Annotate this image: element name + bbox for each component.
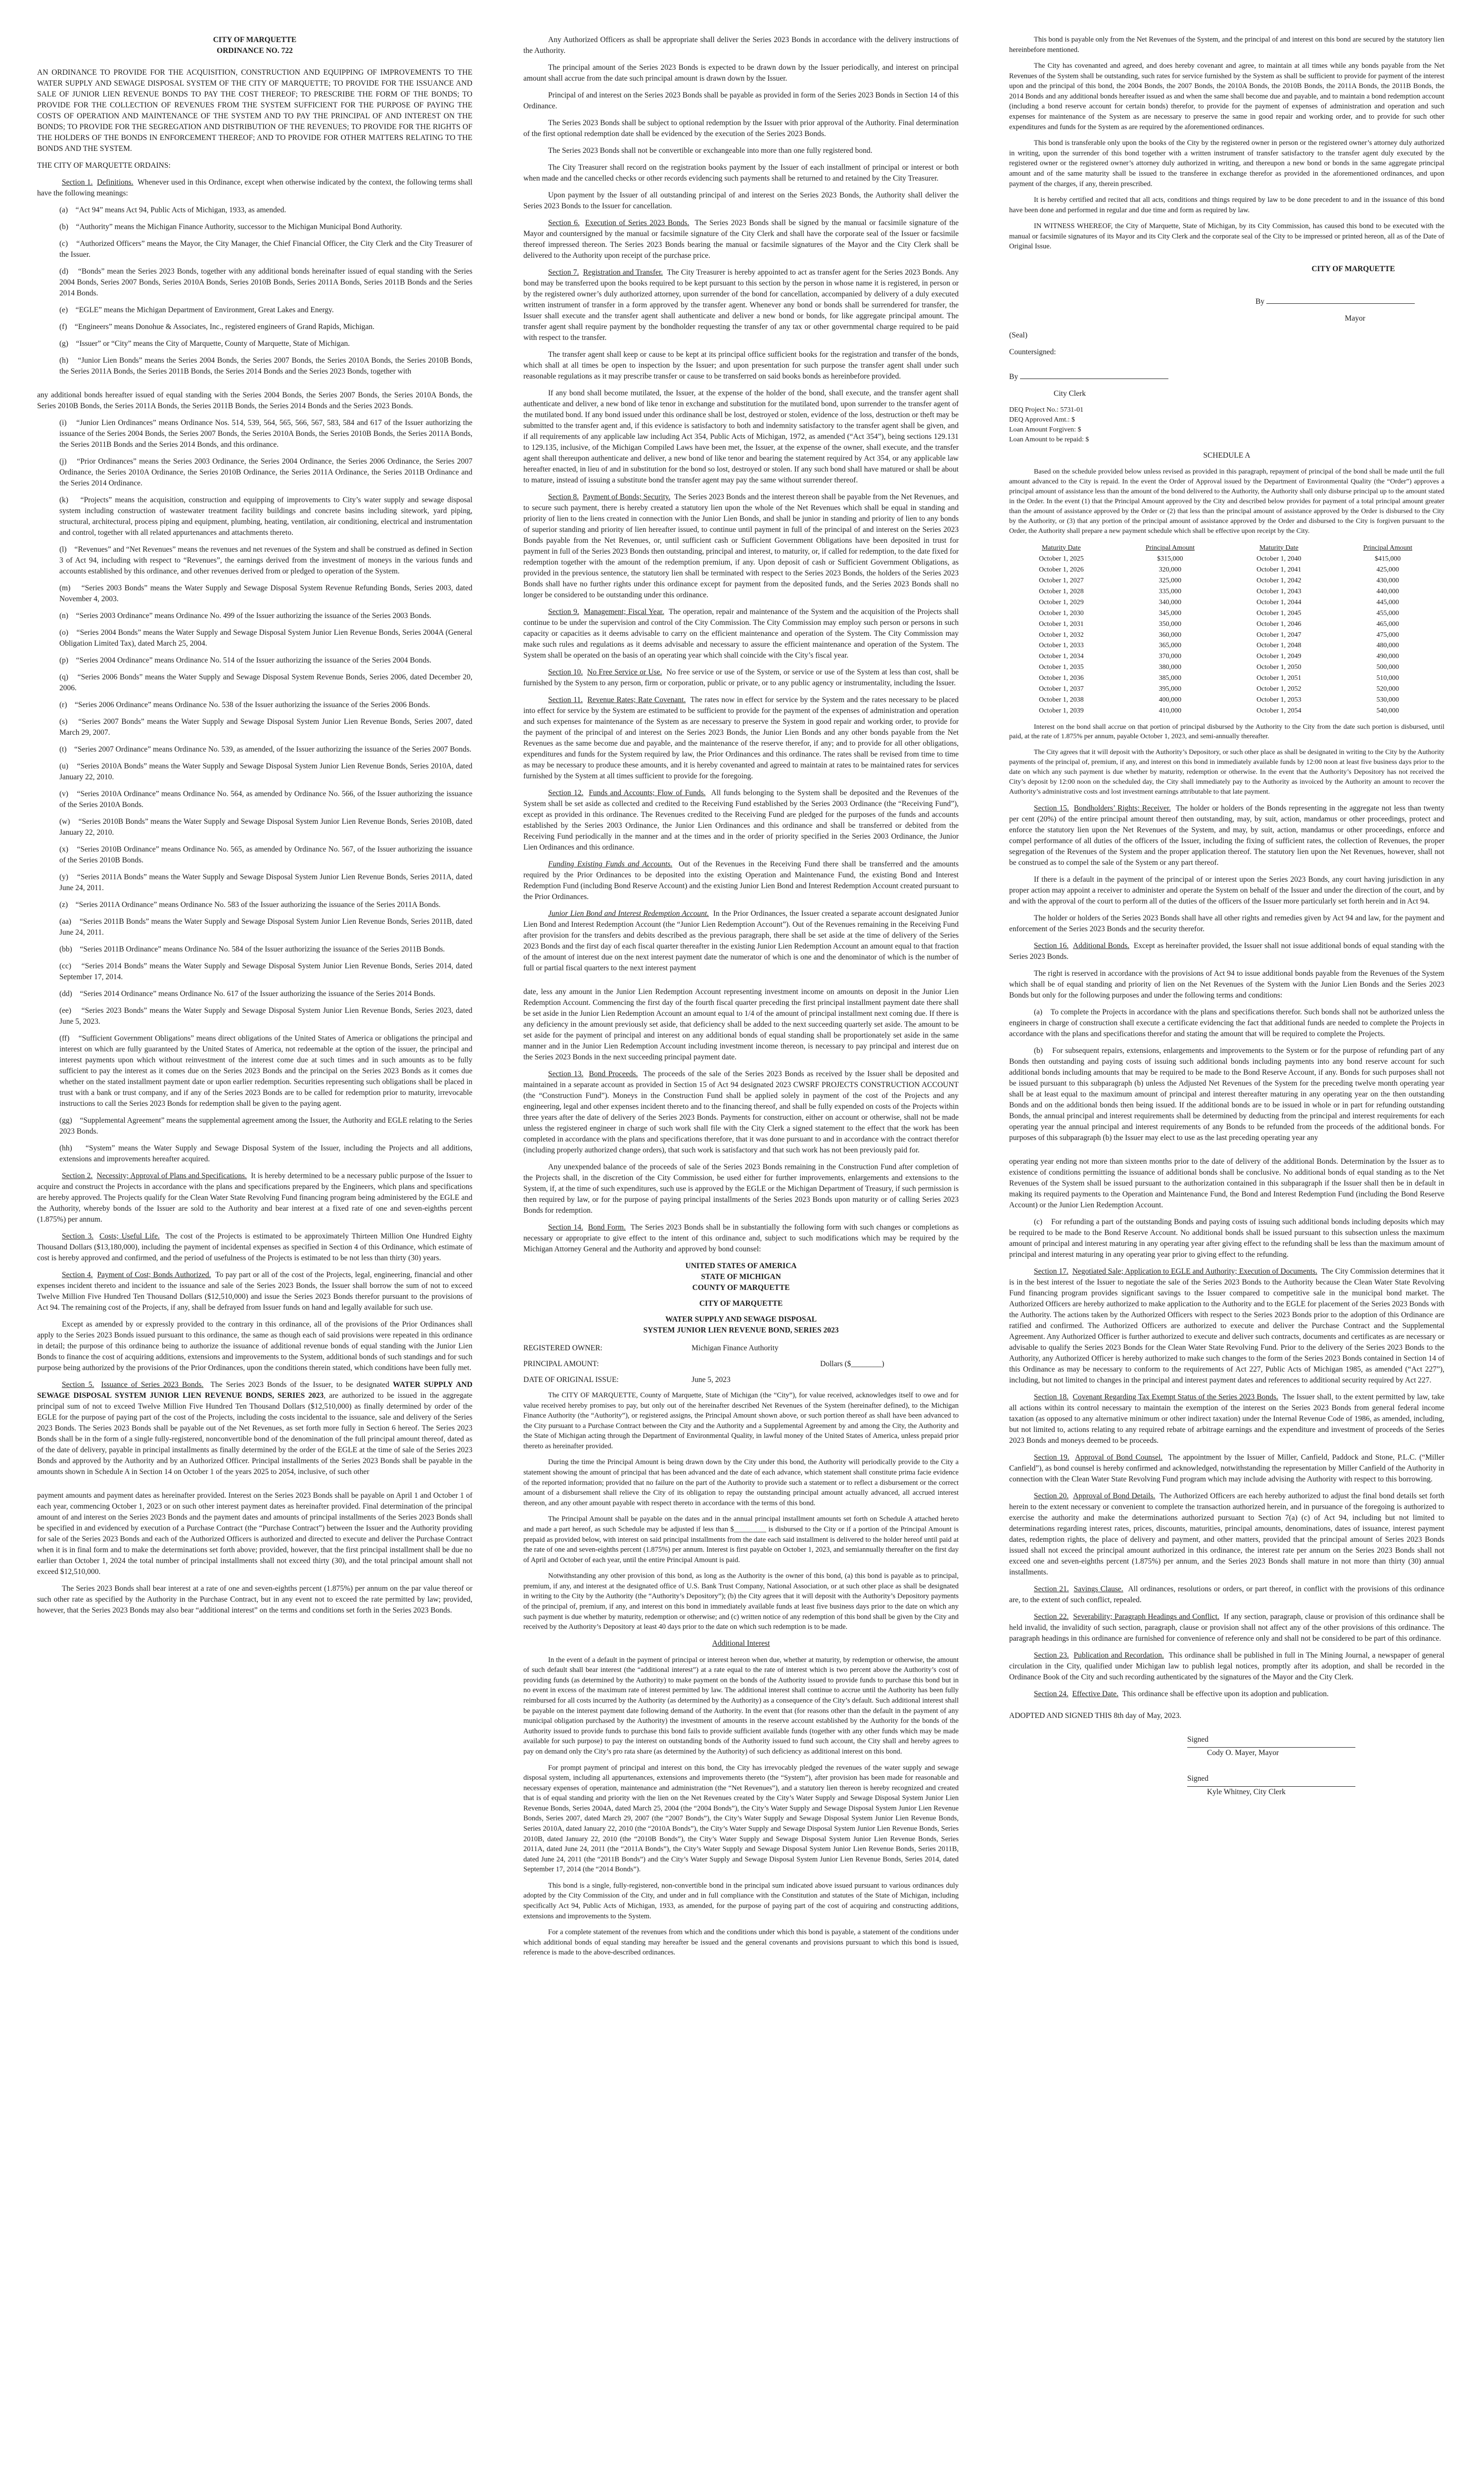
maturity-date-cell: October 1, 2026 xyxy=(1039,566,1084,574)
principal-amount-cell: 455,000 xyxy=(1376,609,1399,617)
definition: (m) “Series 2003 Bonds” means the Water Supply and Sewage Disposal System Revenue Refunding Bonds, Series 2003, dated November 4, 2003. xyxy=(59,584,472,603)
section-1: Section 1. Definitions. Whenever used in this Ordinance, except when otherwise indicated by the context, the following terms shall have the following meanings: xyxy=(37,178,473,197)
definition: (b) “Authority” means the Michigan Finance Authority, successor to the Michigan Municipal Bond Authority. xyxy=(59,223,402,231)
section-10: Section 10. No Free Service or Use. No free service or use of the System, or service or use of the System at less than cost, shall be furnished by the System to any person, firm or corporation, public or private, or to any public agency or instrumentality, including the Issuer. xyxy=(523,668,959,687)
principal-amount-cell: 370,000 xyxy=(1159,653,1182,661)
section-5-continued: payment amounts and payment dates as hereinafter provided. Interest on the Series 2023 Bonds shall be payable on April 1 and October 1 of each year, commencing October 1, 2023 or on such other interest payment dates as hereinafter provided. Final determination of the principal amount of and interest on the Series 2023 Bonds and the payment dates and amounts of principal installments of the Series 2023 Bonds shall be specified in and evidenced by execution of a Purchase Contract (the “Purchase Contract”) between the Issuer and the Authority providing for sale of the Series 2023 Bonds and each of the Authorized Officers is authorized and directed to execute and deliver the Purchase Contract when it is in final form and to make the determinations set forth above; provided, however, that the first principal installment shall be due no earlier than October 1, 2024 the total number of principal installments shall not exceed thirty (30), and the total principal amount shall not exceed $12,510,000. xyxy=(37,1491,472,1576)
maturity-date-cell: October 1, 2027 xyxy=(1039,577,1084,585)
section-11: Section 11. Revenue Rates; Rate Covenant. The rates now in effect for service by the System and the rates necessary to be placed into effect for service by the System are estimated to be sufficient to provide for the payment of the expenses of administration and operation and such expenses for maintenance of the System as are necessary to preserve the System in good repair and working order, to provide for the payment of the principal of and interest on the Series 2023 Bonds, the Junior Lien Bonds and any other bonds payable from the Net Revenues as the same become due and payable, and the maintenance of the reserve therefor, if any; and to provide for all other obligations, expenditures and funds for the System required by law, the Prior Ordinances and this ordinance. The rates shall be revised from time to time as may be necessary to produce these amounts, and it is hereby covenanted and agreed to maintain at rates to be maintained rates for services furnished by the System at all times sufficient to provide for the foregoing. xyxy=(523,696,959,780)
section-9: Section 9. Management; Fiscal Year. The operation, repair and maintenance of the System and the acquisition of the Projects shall continue to be under the supervision and control of the City Commission. The City Commission may employ such person or persons in such capacity or capacities as it deems advisable to carry on the efficient maintenance and operation of the System. The City Commission may make such rules and regulations as it deems advisable and necessary to assure the efficient maintenance and operation of the System. The System shall be operated on the basis of an operating year which shall coincide with the City’s fiscal year. xyxy=(523,608,959,660)
table-header-row: Maturity Date Principal Amount Maturity Date Principal Amount xyxy=(1041,544,1412,552)
principal-amount-cell: 325,000 xyxy=(1159,577,1182,585)
maturity-date-cell: October 1, 2042 xyxy=(1256,577,1301,585)
bond-paragraph: The CITY OF MARQUETTE, County of Marquette, State of Michigan (the “City”), for value received, acknowledges itself to owe and for value received hereby promises to pay, but only out of the hereinafter described Net Revenues of the System (hereinafter defined), to the Michigan Finance Authority (the “Authority”), or registered assigns, the Principal Amount shown above, or such portion thereof as shall have been advanced to the City pursuant to a Purchase Contract between the City and the Authority and a Supplemental Agreement by and among the City, the Authority and the State of Michigan acting through the Department of Environmental Quality, in lawful money of the United States of America, unless prepaid prior thereto as hereinafter provided. xyxy=(523,1391,959,1450)
principal-amount-cell: 410,000 xyxy=(1159,707,1182,714)
column-2 xyxy=(523,35,959,1964)
maturity-date-cell: October 1, 2029 xyxy=(1039,598,1084,606)
section-16-clause-a: (a) To complete the Projects in accordance with the plans and specifications therefor. Such bonds shall not be authorized unless the engineers in charge of construction shall execute a certificate evidencing the fact that additional funds are needed to complete the Projects in accordance with the plans and specifications therefor and stating the amount that will be required to complete the Projects. xyxy=(1009,1007,1444,1038)
schedule-intro: Based on the schedule provided below unless revised as provided in this paragraph, repayment of principal of the bond shall be made until the full amount advanced to the City is repaid. In the event the Order of Approval issued by the Department of Environmental Quality (the “Order”) approves a principal amount of assistance less than the amount of the bond delivered to the Authority, the Authority shall only disburse principal up to the amount stated in the Order. In the event (1) that the Principal Amount approved by the City and described below provides for payment of a total principal amount greater than the amount of assistance approved by the Order or (2) that less than the principal amount of assistance approved by the Order is disbursed to the City by the Authority, or (3) that any portion of the principal amount of assistance approved by the Order and disbursed to the City is forgiven pursuant to the Order, the Authority shall prepare a new payment schedule which shall be effective upon receipt by the City. xyxy=(1009,468,1444,535)
schedule-paragraph: The City agrees that it will deposit with the Authority’s Depository, or such other place as shall be designated in writing to the City by the Authority payments of the principal of, premium, if any, and interest on this bond in immediately available funds by 12:00 noon at least five business days prior to the date on which any such payment is due whether by maturity, redemption or otherwise. In the event that the Authority’s Depository has not received the City’s deposit by 12:00 noon on the scheduled day, the City shall immediately pay to the Authority as invoiced by the Authority an amount to recover the Authority’s administrative costs and lost investment earnings attributable to that late payment. xyxy=(1009,749,1444,796)
definition: (x) “Series 2010B Ordinance” means Ordinance No. 565, as amended by Ordinance No. 567, of the Issuer authorizing the issuance of the Series 2010B Bonds. xyxy=(59,845,472,864)
principal-amount-cell: 500,000 xyxy=(1376,664,1399,671)
section-13-paragraph: Any unexpended balance of the proceeds of sale of the Series 2023 Bonds remaining in the Construction Fund after completion of the Projects shall, in the discretion of the City Commission, be used either for further improvements, enlargements and extensions to the System, if, at the time of such expenditures, such use is approved by the EGLE or the Michigan Department of Treasury, if such permission is then required by law, or for the purpose of paying principal installments of the Series 2023 Bonds upon maturity or of calling Series 2023 Bonds for redemption. xyxy=(523,1163,959,1215)
ordinance-number: ORDINANCE NO. 722 xyxy=(217,47,293,55)
principal-amount-cell: 340,000 xyxy=(1159,598,1182,606)
section-4: Section 4. Payment of Cost; Bonds Authorized. To pay part or all of the cost of the Projects, legal, engineering, financial and other expenses incident thereto and incident to the issuance and sale of the Series 2023 Bonds, the Issuer shall borrow the sum of not to exceed Twelve Million Five Hundred Ten Thousand Dollars ($12,510,000) and issue the Series 2023 Bonds therefor pursuant to the provisions of Act 94. The remaining cost of the Projects, if any, shall be defrayed from Issuer funds on hand and legally available for such use. xyxy=(37,1271,472,1312)
section-12-continued: date, less any amount in the Junior Lien Redemption Account representing investment income on amounts on deposit in the Junior Lien Redemption Account. Commencing the first day of the fourth fiscal quarter preceding the first principal installment payment date there shall be set aside in the Junior Lien Redemption Account an amount equal to 1/4 of the amount of principal installment next coming due. If there is any deficiency in the amount previously set aside, that deficiency shall be added to the next succeeding quarterly set aside. The amount to be set aside for the payment of principal and interest on any additional bonds of equal standing shall be proportionately set aside in the same manner and in the Junior Lien Redemption Account including investment income thereon, is necessary to pay principal and interest due on the Series 2023 Bonds in the next succeeding principal payment date. xyxy=(523,988,959,1061)
principal-amount-cell: 445,000 xyxy=(1376,598,1399,606)
bond-paragraph: The City has covenanted and agreed, and does hereby covenant and agree, to maintain at all times while any bonds payable from the Net Revenues of the System shall be outstanding, such rates for service furnished by the System as shall be sufficient to provide for payment of the interest upon and the principal of this bond, the 2004 Bonds, the 2007 Bonds, the 2010A Bonds, the 2010B Bonds, the 2011A Bonds, the 2011B Bonds, the 2014 Bonds and any additional bonds hereafter issued as and when the same shall become due and payable, and to maintain a bond redemption account (including a bond reserve account for certain bonds) therefor, to provide for the payment of expenses of administration and operation and such expenses for maintenance of the System as are necessary to preserve the same in good repair and working order, and to provide for such other expenditures and funds for the System as are required by the aforementioned ordinances. xyxy=(1009,62,1444,131)
section-22: Section 22. Severability; Paragraph Headings and Conflict. If any section, paragraph, clause or provision of this ordinance shall be held invalid, the invalidity of such section, paragraph, clause or provision shall not affect any of the other provisions of this ordinance. The paragraph headings in this ordinance are furnished for convenience of reference only and shall not be considered to be part of this ordinance. xyxy=(1009,1612,1444,1643)
bond-paragraph: In the event of a default in the payment of principal or interest hereon when due, whether at maturity, by redemption or otherwise, the amount of such default shall bear interest (the “additional interest”) at a rate equal to the rate of interest which is two percent above the Authority’s cost of providing funds (as determined by the Authority) to make payment on the bonds of the Authority issued to provide funds to purchase this bond but in no event in excess of the maximum rate of interest permitted by law. The additional interest shall continue to accrue until the Authority has been fully reimbursed for all costs incurred by the Authority (as determined by the Authority) as a consequence of the City’s default. Such additional interest shall be payable on the interest payment date following demand of the Authority. In the event that (for reasons other than the default in the payment of any municipal obligation purchased by the Authority) the investment of amounts in the reserve account established by the Authority for the bonds of the Authority issued to provide funds to purchase this bond fails to provide sufficient available funds (together with any other funds which may be made available for such purpose) to pay the interest on outstanding bonds of the Authority issued to fund such account, the City shall and hereby agrees to pay on demand only the City’s pro rata share (as determined by the Authority) of such deficiency as additional interest on this bond. xyxy=(523,1656,959,1756)
principal-amount-cell: 540,000 xyxy=(1376,707,1399,714)
section-3: Section 3. Costs; Useful Life. The cost of the Projects is estimated to be approximately Thirteen Million One Hundred Eighty Thousand Dollars ($13,180,000), including the payment of incidental expenses as specified in Section 4 of this Ordinance, which estimate of cost is hereby approved and confirmed, and the period of usefulness of the Projects is estimated to be not less than thirty (30) years. xyxy=(37,1232,472,1262)
definition: (h) “Junior Lien Bonds” means the Series 2004 Bonds, the Series 2007 Bonds, the Series 2010A Bonds, the Series 2010B Bonds, the Series 2011A Bonds, the Series 2011B Bonds, the Series 2014 Bonds and the Series 2023 Bonds, together with xyxy=(59,356,472,376)
maturity-date-cell: October 1, 2041 xyxy=(1256,566,1301,574)
table-row xyxy=(1009,662,1444,673)
definition: (a) “Act 94” means Act 94, Public Acts of Michigan, 1933, as amended. xyxy=(59,206,286,214)
maturity-date-cell: October 1, 2034 xyxy=(1039,653,1084,661)
ordinance-preamble: AN ORDINANCE TO PROVIDE FOR THE ACQUISITION, CONSTRUCTION AND EQUIPPING OF IMPROVEMENTS TO THE WATER SUPPLY AND SEWAGE DISPOSAL SYSTEM OF THE CITY OF MARQUETTE; TO PROVIDE FOR THE ISSUANCE AND SALE OF JUNIOR LIEN REVENUE BONDS TO PAY THE COST THEREOF; TO PRESCRIBE THE FORM OF THE BONDS; TO PROVIDE FOR THE COLLECTION OF REVENUES FROM THE SYSTEM SUFFICIENT FOR THE PURPOSE OF PAYING THE COSTS OF OPERATION AND MAINTENANCE OF THE SYSTEM AND TO PAY THE PRINCIPAL OF AND INTEREST ON THE BONDS; TO PROVIDE FOR THE SEGREGATION AND DISTRIBUTION OF THE REVENUES; TO PROVIDE FOR THE RIGHTS OF THE HOLDERS OF THE BONDS IN ENFORCEMENT THEREOF; AND TO PROVIDE FOR OTHER MATTERS RELATING TO THE BONDS AND THE SYSTEM. xyxy=(37,68,472,153)
table-row xyxy=(1009,684,1444,695)
definition: (l) “Revenues” and “Net Revenues” means the revenues and net revenues of the System and shall be construed as defined in Section 3 of Act 94, including with respect to “Revenues”, the earnings derived from the investment of moneys in the various funds and accounts established by this ordinance, and other revenues derived from or pledged to operation of the System. xyxy=(59,545,472,575)
maturity-date-cell: October 1, 2054 xyxy=(1256,707,1301,714)
maturity-date-cell: October 1, 2047 xyxy=(1256,631,1301,639)
deq-details: DEQ Project No.: 5731-01 DEQ Approved Amt.: $ Loan Amount Forgiven: $ Loan Amount to be repaid: $ xyxy=(1009,406,1089,443)
definition-continued: any additional bonds hereafter issued of equal standing with the Series 2004 Bonds, the Series 2007 Bonds, the Series 2010A Bonds, the Series 2010B Bonds, the Series 2011A Bonds, the Series 2011B Bonds, the Series 2014 Bonds and the Series 2023 Bonds. xyxy=(37,391,472,410)
section-17: Section 17. Negotiated Sale; Application to EGLE and Authority; Execution of Documents. The City Commission determines that it is in the best interest of the Issuer to negotiate the sale of the Series 2023 Bonds to the Authority because the Clean Water State Revolving Fund financing program provides significant savings to the Issuer compared to competitive sale in the municipal bond market. The Authorized Officers are hereby authorized to make application to the Authority and to the EGLE for placement of the Series 2023 Bonds with the Authority. The actions taken by the Authorized Officers with respect to the Series 2023 Bonds prior to the adoption of this Ordinance are ratified and confirmed. The Authorized Officers are authorized to execute and deliver the Purchase Contract and the Supplemental Agreement. Any Authorized Officer is further authorized to execute and deliver such contracts, documents and certificates as are necessary or advisable to qualify the Series 2023 Bonds for the Clean Water State Revolving Fund. Prior to the delivery of the Series 2023 Bonds to the Authority, any Authorized Officer is hereby authorized to make such changes to the form of the Series 2023 Bonds contained in Section 14 of this Ordinance as may be necessary to conform to the requirements of Act 227, Public Acts of Michigan 1985, as amended (“Act 227”), including, but not limited to changes in the principal and interest payment dates and references to additional security required by Act 227. xyxy=(1009,1267,1445,1384)
section-8: Section 8. Payment of Bonds; Security. The Series 2023 Bonds and the interest thereon shall be payable from the Net Revenues, and to secure such payment, there is hereby created a statutory lien upon the whole of the Net Revenues which shall be equal in standing and priority of lien to the liens created in connection with the Junior Lien Bonds, and shall be junior in standing and priority of lien to any bonds of superior standing and priority of lien hereafter issued, to continue until payment in full of the principal of and interest on the Series 2023 Bonds payable from the Net Revenues, or, until sufficient cash or Sufficient Government Obligations have been deposited in trust for payment in full of the Series 2023 Bonds then outstanding, principal and interest, to maturity, or, if called for redemption, to the date fixed for redemption together with the amount of the redemption premium, if any. Upon deposit of cash or Sufficient Government Obligations, as provided in the previous sentence, the statutory lien shall be terminated with respect to the Series 2023 Bonds, the holders of the Series 2023 Bonds shall have no further rights under this ordinance except for payment from the deposited funds, and the Series 2023 Bonds shall no longer be considered to be outstanding under this ordinance. xyxy=(523,493,959,599)
table-row xyxy=(1009,597,1444,608)
definition: (v) “Series 2010A Ordinance” means Ordinance No. 564, as amended by Ordinance No. 566, of the Issuer authorizing the issuance of the Series 2010A Bonds. xyxy=(59,790,472,809)
section-13: Section 13. Bond Proceeds. The proceeds of the sale of the Series 2023 Bonds as received by the Issuer shall be deposited and maintained in a separate account as provided in Section 15 of Act 94 designated 2023 CWSRF PROJECTS CONSTRUCTION ACCOUNT (the “Construction Fund”). Moneys in the Construction Fund shall be applied solely in payment of the cost of the Projects and any engineering, legal and other expenses incident thereto and to the financing thereof, and shall be fully expended on costs of the Projects within three years after the date of delivery of the Series 2023 Bonds. Payments for construction, either on account or otherwise, shall not be made unless the registered engineer in charge of such work shall file with the City Clerk a signed statement to the effect that the work has been completed in accordance with the plans and specifications therefore, that it was done pursuant to and in accordance with the contract therefor (including properly authorized change orders), that such work is satisfactory and that such work has not been previously paid for. xyxy=(523,1070,959,1154)
section-5-interest: The Series 2023 Bonds shall bear interest at a rate of one and seven-eighths percent (1.875%) per annum on the par value thereof or such other rate as specified by the Authority in the Purchase Contract, but in any event not to exceed the rate permitted by law; provided, however, that the Series 2023 Bonds may also bear “additional interest” on the terms and conditions set forth in the Series 2023 Bonds. xyxy=(37,1584,472,1615)
bond-form-header: UNITED STATES OF AMERICA STATE OF MICHIGAN COUNTY OF MARQUETTE CITY OF MARQUETTE WATER SUPPLY AND SEWAGE DISPOSAL SYSTEM JUNIOR LIEN REVENUE BOND, SERIES 2023 xyxy=(643,1262,839,1334)
adopted-statement: ADOPTED AND SIGNED THIS 8th day of May, 2023. xyxy=(1009,1711,1182,1720)
section-18: Section 18. Covenant Regarding Tax Exempt Status of the Series 2023 Bonds. The Issuer shall, to the extent permitted by law, take all actions within its control necessary to maintain the exemption of the interest on the Series 2023 Bonds from general federal income taxation (as opposed to any alternative minimum or other indirect taxation) under the Internal Revenue Code of 1986, as amended, including, but not limited to, actions relating to any required rebate of arbitrage earnings and the expenditure and investment of proceeds of the Series 2023 Bonds and moneys deemed to be proceeds. xyxy=(1009,1392,1445,1445)
table-row xyxy=(1009,673,1444,684)
maturity-date-cell: October 1, 2045 xyxy=(1256,609,1301,617)
countersigned-label: Countersigned: xyxy=(1009,347,1056,356)
definition: (d) “Bonds” mean the Series 2023 Bonds, together with any additional bonds hereinafter issued of equal standing with the Series 2004 Bonds, Series 2007 Bonds, Series 2010A Bonds, Series 2010B Bonds, Series 2011A Bonds, Series 2011B Bonds and the Series 2014 Bonds. xyxy=(59,267,472,297)
principal-amount-cell: $315,000 xyxy=(1157,555,1183,563)
section-21: Section 21. Savings Clause. All ordinances, resolutions or orders, or part thereof, in conflict with the provisions of this ordinance are, to the extent of such conflict, repealed. xyxy=(1009,1584,1445,1604)
paragraph: Principal of and interest on the Series 2023 Bonds shall be payable as provided in form of the Series 2023 Bonds in Section 14 of this Ordinance. xyxy=(523,91,959,110)
table-row xyxy=(1009,651,1444,662)
definition: (k) “Projects” means the acquisition, construction and equipping of improvements to City’s water supply and sewage disposal system including construction of wastewater treatment facility buildings and concrete basins including sitework, yard piping, structural, architectural, process piping and equipment, plumbing, heating, ventilation, air conditioning, electrical and instrumentation and control, together with all related appurtenances and attachments thereto. xyxy=(59,496,472,537)
table-row xyxy=(1009,640,1444,651)
section-20: Section 20. Approval of Bond Details. The Authorized Officers are each hereby authorized to adjust the final bond details set forth herein to the extent necessary or convenient to complete the transaction authorized herein, and in pursuance of the foregoing is authorized to exercise the authority and make the determinations authorized pursuant to Section 7(a) (c) of Act 94, including but not limited to determinations regarding interest rates, prices, discounts, maturities, principal amounts, denominations, dates of issuance, interest payment dates, redemption rights, the place of delivery and payment, and other matters, provided that the principal amount of Series 2023 Bonds issued shall not exceed the principal amount authorized in this ordinance, the interest rate per annum on the Series 2023 Bonds shall not exceed one and seven-eighths percent (1.875%) per annum, and the Series 2023 Bonds shall mature in not more than thirty (30) annual installments. xyxy=(1009,1491,1445,1576)
section-16-continued: operating year ending not more than sixteen months prior to the date of delivery of the additional Bonds. Determination by the Issuer as to existence of conditions permitting the issuance of additional bonds shall be conclusive. No additional bonds of equal standing as to the Net Revenues of the System shall be issued pursuant to the authorization contained in this subparagraph if the Issuer shall then be in default in making its required payments to the Operation and Maintenance Fund, the Bond and Interest Redemption Fund (including the Bond Reserve Account) or the Junior Lien Redemption Account. xyxy=(1009,1157,1444,1209)
definition: (ee) “Series 2023 Bonds” means the Water Supply and Sewage Disposal System Junior Lien Revenue Bonds, Series 2023, dated June 5, 2023. xyxy=(59,1006,472,1026)
bond-paragraph: This bond is a single, fully-registered, non-convertible bond in the principal sum indicated above issued pursuant to various ordinances duly adopted by the City Commission of the City, and under and in full compliance with the Constitution and statutes of the State of Michigan, including specifically Act 94, Public Acts of Michigan, 1933, as amended, for the purpose of paying part of the cost of acquiring and constructing additions, extensions and improvements to the System. xyxy=(523,1881,959,1920)
definition: (cc) “Series 2014 Bonds” means the Water Supply and Sewage Disposal System Junior Lien Revenue Bonds, Series 2014, dated September 17, 2014. xyxy=(59,962,472,981)
principal-amount-cell: 350,000 xyxy=(1159,620,1182,628)
definition: (t) “Series 2007 Ordinance” means Ordinance No. 539, as amended, of the Issuer authorizing the issuance of the Series 2007 Bonds. xyxy=(59,745,471,754)
maturity-date-cell: October 1, 2025 xyxy=(1039,555,1084,563)
mayor-signature-line xyxy=(1266,295,1415,304)
schedule-paragraph: Interest on the bond shall accrue on that portion of principal disbursed by the Authority to the City from the date such portion is disbursed, until paid, at the rate of 1.875% per annum, payable October 1, 2023, and semi-annually thereafter. xyxy=(1009,723,1444,741)
maturity-date-cell: October 1, 2036 xyxy=(1039,674,1084,682)
additional-interest-heading: Additional Interest xyxy=(712,1639,770,1648)
section-6: Section 6. Execution of Series 2023 Bonds. The Series 2023 Bonds shall be signed by the manual or facsimile signature of the Mayor and countersigned by the manual or facsimile signature of the City Clerk and shall have the corporate seal of the Issuer or facsimile thereof impressed thereon. The Series 2023 Bonds bearing the manual or facsimile signatures of the Mayor and the City Clerk shall be delivered to the Authority upon receipt of the purchase price. xyxy=(523,219,959,260)
maturity-date-cell: October 1, 2051 xyxy=(1256,674,1301,682)
definition: (j) “Prior Ordinances” means the Series 2003 Ordinance, the Series 2004 Ordinance, the Series 2006 Ordinance, the Series 2007 Ordinance, the Series 2010A Ordinance, the Series 2010B Ordinance, the Series 2011A Ordinance, the Series 2011B Ordinance and the Series 2014 Ordinance. xyxy=(59,457,472,487)
bond-paragraph: IN WITNESS WHEREOF, the City of Marquette, State of Michigan, by its City Commission, has caused this bond to be executed with the manual or facsimile signatures of its Mayor and its City Clerk and the corporate seal of the City to be impressed or printed hereon, all as of the Date of Original Issue. xyxy=(1009,222,1444,251)
bond-paragraph: The Principal Amount shall be payable on the dates and in the annual principal installment amounts set forth on Schedule A attached hereto and made a part hereof, as such Schedule may be adjusted if less than $_________ is disbursed to the City or if a portion of the Principal Amount is prepaid as provided below, with interest on said principal installments from the date each said installment is delivered to the holder hereof until paid at the rate of one and seven-eighths percent (1.875%) per annum. Interest is first payable on October 1, 2023, and semiannually thereafter on the first day of April and October of each year, until the entire Principal Amount is paid. xyxy=(523,1515,959,1564)
section-15-paragraph: The holder or holders of the Series 2023 Bonds shall have all other rights and remedies given by Act 94 and law, for the payment and enforcement of the Series 2023 Bonds and the security therefor. xyxy=(1009,913,1444,933)
section-4-paragraph: Except as amended by or expressly provided to the contrary in this ordinance, all of the provisions of the Prior Ordinances shall apply to the Series 2023 Bonds issued pursuant to this ordinance, the same as though each of said provisions were repeated in this ordinance in detail; the purpose of this ordinance being to authorize the issuance of additional revenue bonds of equal standing with the Junior Lien Bonds to finance the cost of acquiring additions, extensions and improvements to the System, additional bonds of such standings and for such purpose being authorized by the provisions of the Prior Ordinances, upon the conditions therein stated, which conditions have been fully met. xyxy=(37,1320,472,1372)
principal-amount-cell: 385,000 xyxy=(1159,674,1182,682)
maturity-date-cell: October 1, 2032 xyxy=(1039,631,1084,639)
maturity-date-cell: October 1, 2035 xyxy=(1039,664,1084,671)
section-24: Section 24. Effective Date. This ordinance shall be effective upon its adoption and publication. xyxy=(1034,1689,1329,1698)
maturity-date-cell: October 1, 2037 xyxy=(1039,685,1084,693)
table-row xyxy=(1009,706,1444,716)
column-1 xyxy=(37,35,472,1622)
maturity-date-cell: October 1, 2049 xyxy=(1256,653,1301,661)
principal-amount-cell: 490,000 xyxy=(1376,653,1399,661)
definition: (e) “EGLE” means the Michigan Department of Environment, Great Lakes and Energy. xyxy=(59,306,334,314)
mayor-signer: Cody O. Mayer, Mayor xyxy=(1207,1748,1279,1757)
table-row xyxy=(1009,608,1444,619)
section-7-paragraph: If any bond shall become mutilated, the Issuer, at the expense of the holder of the bond, shall execute, and the transfer agent shall authenticate and deliver, a new bond of like tenor in exchange and substitution for the mutilated bond, upon surrender to the transfer agent of the mutilated bond. If any bond issued under this ordinance shall be lost, destroyed or stolen, evidence of the loss, destruction or theft may be submitted to the transfer agent and, if this evidence is satisfactory to both and indemnity satisfactory to the transfer agent shall be given, and if all requirements of any applicable law including Act 354, Public Acts of Michigan, 1972, as amended (“Act 354”), being sections 129.131 to 129.135, inclusive, of the Michigan Compiled Laws have been met, the Issuer, at the expense of the owner, shall execute, and the transfer agent shall thereupon authenticate and deliver, a new bond of like tenor and bearing the statement required by Act 354, or any applicable law hereafter enacted, in lieu of and in substitution for the bond so lost, destroyed or stolen. If any such bond shall have matured or shall be about to mature, instead of issuing a substitute bond the transfer agent may pay the same without surrender thereof. xyxy=(523,389,959,484)
principal-amount-cell: $415,000 xyxy=(1375,555,1401,563)
definition: (y) “Series 2011A Bonds” means the Water Supply and Sewage Disposal System Junior Lien Revenue Bonds, Series 2011A, dated June 24, 2011. xyxy=(59,873,472,892)
definition: (g) “Issuer” or “City” means the City of Marquette, County of Marquette, State of Michigan. xyxy=(59,339,350,348)
clerk-signer: Kyle Whitney, City Clerk xyxy=(1207,1787,1286,1796)
paragraph: The Series 2023 Bonds shall not be convertible or exchangeable into more than one fully registered bond. xyxy=(548,146,873,155)
maturity-date-cell: October 1, 2053 xyxy=(1256,696,1301,704)
section-15: Section 15. Bondholders’ Rights; Receiver. The holder or holders of the Bonds representing in the aggregate not less than twenty per cent (20%) of the entire principal amount thereof then outstanding, may, by suit, action, mandamus or other proceedings, protect and enforce the statutory lien upon the Net Revenues of the System, and may, by suit, action, mandamus or other proceedings, enforce and compel performance of all duties of the officers of the Issuer, including the fixing of sufficient rates, the collection of Revenues, the proper segregation of the Revenues of the System and the proper application thereof. The statutory lien upon the Net Revenues, however, shall not be construed as to compel the sale of the System or any part thereof. xyxy=(1009,804,1445,867)
maturity-date-cell: October 1, 2044 xyxy=(1256,598,1301,606)
section-12: Section 12. Funds and Accounts; Flow of Funds. All funds belonging to the System shall be deposited and the Revenues of the System shall be set aside as collected and credited to the Receiving Fund established by the Series 2003 Ordinance (the “Receiving Fund”), except as provided in this ordinance. The Revenues credited to the Receiving Fund are pledged for the purposes of the funds and accounts established by the Series 2003 Ordinance, the Junior Lien Ordinances and this ordinance and shall be transferred or debited from the Receiving Fund periodically in the manner and at the times and in the order of priority specified in the Series 2003 Ordinance, the Junior Lien Ordinances and this ordinance. xyxy=(523,789,959,852)
column-3 xyxy=(1009,35,1444,1804)
principal-amount-cell: 365,000 xyxy=(1159,642,1182,650)
principal-amount-cell: 475,000 xyxy=(1376,631,1399,639)
date-of-issue-field: DATE OF ORIGINAL ISSUE: June 5, 2023 xyxy=(523,1376,731,1384)
principal-amount-cell: 440,000 xyxy=(1376,588,1399,596)
schedule-a-title: SCHEDULE A xyxy=(1203,451,1251,460)
definition: (ff) “Sufficient Government Obligations” means direct obligations of the United States of America or obligations the principal and interest on which are fully guaranteed by the United States of America, not redeemable at the option of the issuer, the principal and interest payments upon which without reinvestment of the interest come due at such times and in such amounts as to be fully sufficient to pay the interest as it comes due on the Series 2023 Bonds and the principal on the Series 2023 Bonds as it comes due whether on the stated installment payment date or upon earlier redemption. Securities representing such obligations shall be placed in trust with a bank or trust company, and if any of the Series 2023 Bonds are to be called for redemption prior to maturity, irrevocable instructions to call the Series 2023 Bonds for redemption shall be given to the paying agent. xyxy=(59,1034,472,1108)
maturity-date-cell: October 1, 2038 xyxy=(1039,696,1084,704)
bond-paragraph: During the time the Principal Amount is being drawn down by the City under this bond, the Authority will periodically provide to the City a statement showing the amount of principal that has been advanced and the date of each advance, which statement shall constitute prima facie evidence of the reported information; provided that no failure on the part of the Authority to provide such a statement or to reflect a disbursement or the correct amount of a disbursement shall relieve the City of its obligation to repay the outstanding principal amount actually advanced, all accrued interest thereon, and any other amount payable with respect thereto in accordance with the terms of this bond. xyxy=(523,1458,959,1507)
maturity-date-cell: October 1, 2048 xyxy=(1256,642,1301,650)
definition: (n) “Series 2003 Ordinance” means Ordinance No. 499 of the Issuer authorizing the issuance of the Series 2003 Bonds. xyxy=(59,612,431,620)
section-12-subsection: Funding Existing Funds and Accounts. Out of the Revenues in the Receiving Fund there shall be transferred and the amounts required by the Prior Ordinances to be deposited into the existing Operation and Maintenance Fund, the existing Bond and Interest Redemption Fund (including Bond Reserve Account) and the existing Junior Lien Bond and Interest Redemption Account created pursuant to the Prior Ordinances. xyxy=(523,860,959,901)
principal-amount-cell: 430,000 xyxy=(1376,577,1399,585)
definition: (s) “Series 2007 Bonds” means the Water Supply and Sewage Disposal System Junior Lien Revenue Bonds, Series 2007, dated March 29, 2007. xyxy=(59,717,472,737)
principal-amount-cell: 510,000 xyxy=(1376,674,1399,682)
ordains-clause: THE CITY OF MARQUETTE ORDAINS: xyxy=(37,161,171,170)
section-23: Section 23. Publication and Recordation. This ordinance shall be published in full in The Mining Journal, a newspaper of general circulation in the City, qualified under Michigan law to publish legal notices, promptly after its adoption, and shall be recorded in the Ordinance Book of the City and such recording authenticated by the signatures of the Mayor and the City Clerk. xyxy=(1009,1651,1444,1681)
table-row xyxy=(1009,575,1444,586)
principal-amount-cell: 480,000 xyxy=(1376,642,1399,650)
definition: (o) “Series 2004 Bonds” means the Water Supply and Sewage Disposal System Junior Lien Revenue Bonds, Series 2004A (General Obligation Limited Tax), dated March 25, 2004. xyxy=(59,628,472,648)
definition: (hh) “System” means the Water Supply and Sewage Disposal System of the Issuer, including the Projects and all additions, extensions and improvements hereafter acquired. xyxy=(59,1144,472,1163)
maturity-date-cell: October 1, 2052 xyxy=(1256,685,1301,693)
maturity-date-cell: October 1, 2031 xyxy=(1039,620,1084,628)
table-row xyxy=(1009,619,1444,630)
section-16: Section 16. Additional Bonds. Except as hereinafter provided, the Issuer shall not issue additional bonds of equal standing with the Series 2023 Bonds. xyxy=(1009,941,1445,961)
schedule-a-table xyxy=(1009,542,1444,716)
table-row xyxy=(1009,565,1444,575)
bond-paragraph: This bond is transferable only upon the books of the City by the registered owner in person or the registered owner’s attorney duly authorized in writing, upon the surrender of this bond together with a written instrument of transfer satisfactory to the transfer agent duly executed by the registered owner or the registered owner’s attorney duly authorized in writing, and thereupon a new bond or bonds in the same aggregate principal amount and of the same maturity shall be issued to the transferee in exchange therefor as provided in the aforementioned ordinances, and upon payment of the charges, if any, therein prescribed. xyxy=(1009,139,1444,188)
paragraph: The City Treasurer shall record on the registration books payment by the Issuer of each installment of principal or interest or both when made and the cancelled checks or other records evidencing such payments shall be returned to and retained by the City Treasurer. xyxy=(523,163,959,183)
principal-amount-cell: 335,000 xyxy=(1159,588,1182,596)
definition: (dd) “Series 2014 Ordinance” means Ordinance No. 617 of the Issuer authorizing the issuance of the Series 2014 Bonds. xyxy=(59,990,435,998)
definition: (gg) “Supplemental Agreement” means the supplemental agreement among the Issuer, the Authority and EGLE relating to the Series 2023 Bonds. xyxy=(59,1116,472,1136)
bond-paragraph: For prompt payment of principal and interest on this bond, the City has irrevocably pledged the revenues of the water supply and sewage disposal system, including all appurtenances, extensions and improvements thereto (the “System”), after provision has been made for reasonable and necessary expenses of operation, maintenance and administration (the “Net Revenues”), and a statutory lien thereon is hereby recognized and created that is of equal standing and priority with the lien on the Net Revenues created by the City’s Water Supply and Sewage Disposal System Junior Lien Revenue Bonds, Series 2004A, dated March 25, 2004 (the “2004 Bonds”), the City’s Water Supply and Sewage Disposal System Junior Lien Revenue Bonds, Series 2007, dated March 29, 2007 (the “2007 Bonds”), the City’s Water Supply and Sewage Disposal System Junior Lien Revenue Bonds, Series 2010A, dated January 22, 2010 (the “2010A Bonds”), the City’s Water Supply and Sewage Disposal System Junior Lien Revenue Bonds, Series 2010B, dated January 22, 2010 (the “2010B Bonds”), the City’s Water Supply and Sewage Disposal System Junior Lien Revenue Bonds, Series 2011A, dated June 24, 2011 (the “2011A Bonds”), the City’s Water Supply and Sewage Disposal System Junior Lien Revenue Bonds, Series 2011B, dated June 24, 2011 (the “2011B Bonds”) and the City’s Water Supply and Sewage Disposal System Junior Lien Revenue Bonds, Series 2014, dated September 17, 2014 (the “2014 Bonds”). xyxy=(523,1763,959,1874)
section-16-paragraph: The right is reserved in accordance with the provisions of Act 94 to issue additional bonds payable from the Revenues of the System which shall be of equal standing and priority of lien on the Net Revenues of the System with the Junior Lien Bonds and the Series 2023 Bonds but only for the following purposes and under the following terms and conditions: xyxy=(1009,969,1444,999)
section-16-clause-c: (c) For refunding a part of the outstanding Bonds and paying costs of issuing such additional bonds including deposits which may be required to be made to the Bond Reserve Account. No additional bonds shall be issued pursuant to this subsection unless the maximum amount of principal and interest maturing in any operating year after giving effect to the refunding shall be less than the maximum amount of principal and interest maturing in any operating year prior to giving effect to the refunding. xyxy=(1009,1217,1444,1259)
maturity-date-cell: October 1, 2033 xyxy=(1039,642,1084,650)
principal-amount-cell: 345,000 xyxy=(1159,609,1182,617)
definition: (bb) “Series 2011B Ordinance” means Ordinance No. 584 of the Issuer authorizing the issuance of the Series 2011B Bonds. xyxy=(59,945,445,953)
principal-amount-cell: 465,000 xyxy=(1376,620,1399,628)
section-7: Section 7. Registration and Transfer. The City Treasurer is hereby appointed to act as transfer agent for the Series 2023 Bonds. Any bond may be transferred upon the books required to be kept pursuant to this section by the person in whose name it is registered, in person or by the registered owner’s duly authorized attorney, upon surrender of the bond for cancellation, accompanied by delivery of a duly executed written instrument of transfer in a form approved by the transfer agent. Whenever any bond or bonds shall be surrendered for transfer, the Issuer shall execute and the transfer agent shall authenticate and deliver a new bond or bonds, for like aggregate principal amount. The transfer agent shall require payment by the bondholder requesting the transfer of any tax or other governmental charge required to be paid with respect to the transfer. xyxy=(523,268,959,342)
definition: (q) “Series 2006 Bonds” means the Water Supply and Sewage Disposal System Revenue Bonds, Series 2006, dated December 20, 2006. xyxy=(59,673,472,692)
principal-amount-field: PRINCIPAL AMOUNT: Dollars ($________) xyxy=(523,1360,884,1368)
definition: (u) “Series 2010A Bonds” means the Water Supply and Sewage Disposal System Junior Lien Revenue Bonds, Series 2010A, dated January 22, 2010. xyxy=(59,762,472,781)
bond-paragraph: This bond is payable only from the Net Revenues of the System, and the principal of and interest on this bond are secured by the statutory lien hereinbefore mentioned. xyxy=(1009,36,1444,54)
principal-amount-cell: 360,000 xyxy=(1159,631,1182,639)
section-14: Section 14. Bond Form. The Series 2023 Bonds shall be in substantially the following form with such changes or completions as necessary or appropriate to give effect to the intent of this ordinance and, subject to such modifications which may be required by the Michigan Attorney General and the Authority and approved by bond counsel: xyxy=(523,1223,959,1253)
definition: (c) “Authorized Officers” means the Mayor, the City Manager, the Chief Financial Officer, the City Clerk and the City Treasurer of the Issuer. xyxy=(59,239,472,259)
section-5: Section 5. Issuance of Series 2023 Bonds. The Series 2023 Bonds of the Issuer, to be designated WATER SUPPLY AND SEWAGE DISPOSAL SYSTEM JUNIOR LIEN REVENUE BONDS, SERIES 2023, are authorized to be issued in the aggregate principal sum of not to exceed Twelve Million Five Hundred Ten Thousand Dollars ($12,510,000) as finally determined by order of the EGLE for the purpose of paying part of the cost of the Projects, including the costs incidental to the issuance, sale and delivery of the Series 2023 Bonds. The Series 2023 Bonds shall be payable out of the Net Revenues, as set forth more fully in Section 6 hereof. The Series 2023 Bonds shall be in the form of a single fully-registered, nonconvertible bond of the denomination of the full principal amount thereof, dated as of the date of delivery, payable in principal installments as finally determined by the order of the EGLE at the time of sale of the Series 2023 Bonds and approved by the Authority and by an Authorized Officer. Principal installments of the Series 2023 Bonds shall be payable in the amounts shown in Schedule A in Section 14 on October 1 of the years 2025 to 2054, inclusive, of such other xyxy=(37,1380,473,1476)
maturity-date-cell: October 1, 2028 xyxy=(1039,588,1084,596)
bond-paragraph: For a complete statement of the revenues from which and the conditions under which this bond is payable, a statement of the conditions under which additional bonds of equal standing may hereafter be issued and the general covenants and provisions pursuant to which this bond is issued, reference is made to the above-described ordinances. xyxy=(523,1928,959,1957)
section-19: Section 19. Approval of Bond Counsel. The appointment by the Issuer of Miller, Canfield, Paddock and Stone, P.L.C. (“Miller Canfield”), as bond counsel is hereby confirmed and acknowledged, notwithstanding the representation by Miller Canfield of the Authority in connection with the Clean Water State Revolving Fund program which may include advising the Authority with respect to this borrowing. xyxy=(1009,1453,1444,1483)
table-row xyxy=(1009,586,1444,597)
definition: (p) “Series 2004 Ordinance” means Ordinance No. 514 of the Issuer authorizing the issuance of the Series 2004 Bonds. xyxy=(59,656,431,665)
ordinance-signatures: Signed Cody O. Mayer, Mayor Signed Kyle Whitney, City Clerk xyxy=(1009,1734,1444,1798)
section-12-subsection: Junior Lien Bond and Interest Redemption Account. In the Prior Ordinances, the Issuer created a separate account designated Junior Lien Bond and Interest Redemption Account (the “Junior Lien Redemption Account”). Out of the Revenues remaining in the Receiving Fund after provision for the transfers and debits described as the previous paragraph, there shall be set aside at the time of delivery of the Series 2023 Bonds and the first day of each fiscal quarter thereafter in the existing Junior Lien Redemption Account an amount equal to that fraction of the amount of interest due on the next interest payment date the numerator of which is one and the denominator of which is the number of full or partial fiscal quarters to the next interest payment xyxy=(523,909,959,972)
maturity-date-cell: October 1, 2043 xyxy=(1256,588,1301,596)
bond-paragraph: Notwithstanding any other provision of this bond, as long as the Authority is the owner of this bond, (a) this bond is payable as to principal, premium, if any, and interest at the designated office of U.S. Bank Trust Company, National Association, or at such other place as shall be designated in writing to the City by the Authority (the “Authority’s Depository”); (b) the City agrees that it will deposit with the Authority’s Depository payments of the principal of, premium, if any, and interest on this bond in immediately available funds at least five business days prior to the date on which any such payment is due whether by maturity, redemption or otherwise; and (c) written notice of any redemption of this bond shall be given by the City and received by the Authority’s Depository at least 40 days prior to the date on which such redemption is to be made. xyxy=(523,1572,959,1631)
definition: (z) “Series 2011A Ordinance” means Ordinance No. 583 of the Issuer authorizing the issuance of the Series 2011A Bonds. xyxy=(59,901,441,909)
maturity-date-cell: October 1, 2030 xyxy=(1039,609,1084,617)
paragraph: Any Authorized Officers as shall be appropriate shall deliver the Series 2023 Bonds in accordance with the delivery instructions of the Authority. xyxy=(523,36,959,55)
city-title: CITY OF MARQUETTE xyxy=(213,36,297,44)
principal-amount-cell: 400,000 xyxy=(1159,696,1182,704)
paragraph: The Series 2023 Bonds shall be subject to optional redemption by the Issuer with prior approval of the Authority. Final determination of the first optional redemption date shall be evidenced by the execution of the Series 2023 Bonds. xyxy=(523,119,959,138)
principal-amount-cell: 425,000 xyxy=(1376,566,1399,574)
maturity-date-cell: October 1, 2039 xyxy=(1039,707,1084,714)
table-row xyxy=(1009,554,1444,565)
maturity-date-cell: October 1, 2040 xyxy=(1256,555,1301,563)
bond-signature-block: CITY OF MARQUETTE By Mayor (Seal) Countersigned: By City Clerk xyxy=(1009,264,1444,399)
principal-amount-cell: 530,000 xyxy=(1376,696,1399,704)
seal-label: (Seal) xyxy=(1009,331,1028,339)
maturity-date-cell: October 1, 2046 xyxy=(1256,620,1301,628)
definition: (f) “Engineers” means Donohue & Associates, Inc., registered engineers of Grand Rapids, Michigan. xyxy=(59,323,375,331)
section-2: Section 2. Necessity; Approval of Plans and Specifications. It is hereby determined to be a necessary public purpose of the Issuer to acquire and construct the Projects in accordance with the plans and specifications prepared by the Engineers, which plans and specifications are hereby approved. The Projects qualify for the Clean Water State Revolving Fund financing program being administered by the EGLE and the Authority, whereby bonds of the Issuer are sold to the Authority and bear interest at a fixed rate of one and seven-eighths percent (1.875%) per annum. xyxy=(37,1172,473,1224)
definition: (aa) “Series 2011B Bonds” means the Water Supply and Sewage Disposal System Junior Lien Revenue Bonds, Series 2011B, dated June 24, 2011. xyxy=(59,917,472,937)
definition: (i) “Junior Lien Ordinances” means Ordinance Nos. 514, 539, 564, 565, 566, 567, 583, 584 and 617 of the Issuer authorizing the issuance of the Series 2004 Bonds, the Series 2007 Bonds, the Series 2010A Bonds, the Series 2010B Bonds, the Series 2011A Bonds, the Series 2011B Bonds and the Series 2014 Bonds, and this ordinance. xyxy=(59,419,472,449)
registered-owner-field: REGISTERED OWNER: Michigan Finance Authority xyxy=(523,1344,779,1352)
principal-amount-cell: 395,000 xyxy=(1159,685,1182,693)
paragraph: Upon payment by the Issuer of all outstanding principal of and interest on the Series 2023 Bonds, the Authority shall deliver the Series 2023 Bonds to the Issuer for cancellation. xyxy=(523,191,959,210)
table-row xyxy=(1009,630,1444,641)
bond-paragraph: It is hereby certified and recited that all acts, conditions and things required by law to be done precedent to and in the issuance of this bond have been done and performed in regular and due time and form as required by law. xyxy=(1009,196,1444,214)
section-15-paragraph: If there is a default in the payment of the principal of or interest upon the Series 2023 Bonds, any court having jurisdiction in any proper action may appoint a receiver to administer and operate the System on behalf of the Issuer and under the direction of the court, and by and with the approval of the court to perform all of the duties of the officers of the Issuer more particularly set forth herein and in Act 94. xyxy=(1009,875,1444,905)
principal-amount-cell: 380,000 xyxy=(1159,664,1182,671)
paragraph: The principal amount of the Series 2023 Bonds is expected to be drawn down by the Issuer periodically, and interest on principal amount shall accrue from the date such principal amount is drawn down by the Issuer. xyxy=(523,63,959,83)
clerk-signature-line xyxy=(1020,371,1168,379)
table-row xyxy=(1009,695,1444,706)
maturity-date-cell: October 1, 2050 xyxy=(1256,664,1301,671)
principal-amount-cell: 520,000 xyxy=(1376,685,1399,693)
definition: (w) “Series 2010B Bonds” means the Water Supply and Sewage Disposal System Junior Lien Revenue Bonds, Series 2010B, dated January 22, 2010. xyxy=(59,817,472,837)
section-16-clause-b: (b) For subsequent repairs, extensions, enlargements and improvements to the System or for the purpose of refunding part of any Bonds then outstanding and paying costs of issuing such additional bonds including payments into any bond reserve account for such additional bonds including amounts that may be required to be made to the Bond Reserve Account, if any. Bonds for such purposes shall not be issued pursuant to this subparagraph (b) unless the Adjusted Net Revenues of the System for the preceding twelve month operating year shall be at least equal to the maximum amount of principal and interest thereafter maturing in any operating year on the then outstanding Bonds and on the additional bonds then being issued. If the additional bonds are to be issued in whole or in part for refunding outstanding Bonds, the annual principal and interest requirements shall be determined by deducting from the principal and interest requirements for each operating year the annual principal and interest requirements of any Bonds to be refunded from the proceeds of the additional bonds. For purposes of this subparagraph (b) the Issuer may elect to use as the last preceding operating year any xyxy=(1009,1046,1444,1142)
definition: (r) “Series 2006 Ordinance” means Ordinance No. 538 of the Issuer authorizing the issuance of the Series 2006 Bonds. xyxy=(59,701,430,709)
principal-amount-cell: 320,000 xyxy=(1159,566,1182,574)
section-7-paragraph: The transfer agent shall keep or cause to be kept at its principal office sufficient books for the registration and transfer of the bonds, which shall at all times be open to inspection by the Issuer; and upon presentation for such purpose the transfer agent shall under such reasonable regulations as it may prescribe transfer or cause to be transferred on said books bonds as hereinbefore provided. xyxy=(523,350,959,381)
